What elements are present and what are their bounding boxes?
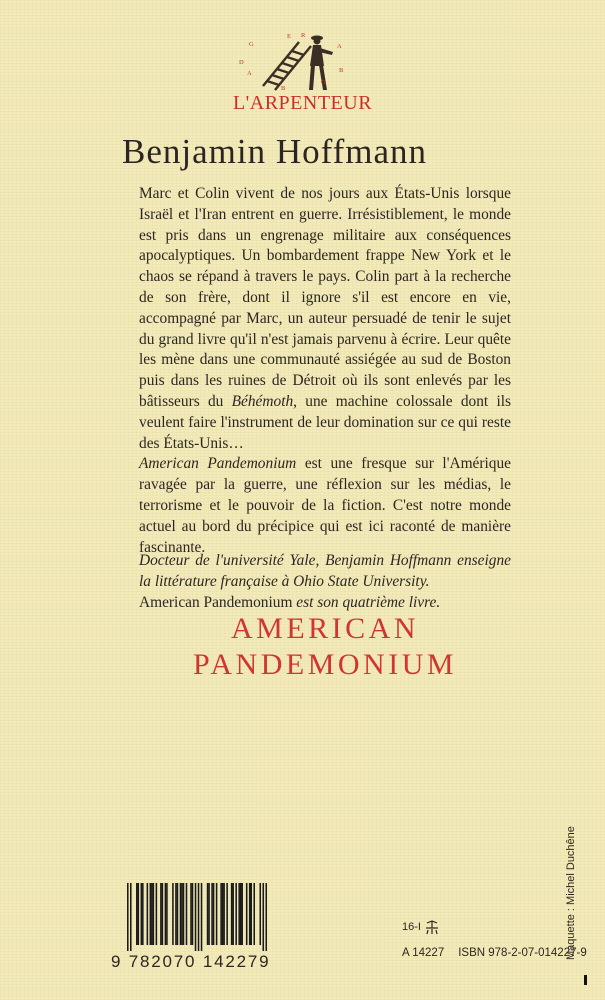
barcode-bar [142,883,144,945]
blurb-part: , une machine colossale dont ils veulent faire l'instrument de leur domination sur ce qui reste des États-Unis… [139,392,511,452]
barcode-bar [162,883,164,945]
barcode-bar [127,883,129,951]
design-credit: Maquette : Michel Duchêne [565,826,577,960]
barcode-bar [235,883,237,945]
author-name: Benjamin Hoffmann [122,132,428,171]
barcode-bar [198,883,200,951]
bio-italic: Docteur de l'université Yale, Benjamin Hoffmann enseigne la littérature française à Ohio State University. [139,552,511,590]
barcode-bar [262,883,264,951]
barcode-bar [208,883,210,945]
barcode-bar [195,883,197,951]
barcode-bar [180,883,182,945]
emblem-letter: B [339,67,344,74]
reference-line [402,947,587,959]
barcode-bar [181,883,183,945]
emblem-letter: R [301,32,306,39]
barcode-bar [172,883,174,945]
barcode-bar [207,883,209,945]
barcode-bar [190,883,192,945]
blurb-part: Marc et Colin vivent de nos jours aux États-Unis lorsque Israël et l'Iran entrent en guerre. Irrésistiblement, le monde est pris dans un engrenage militaire aux conséquences apocalyptiques. Un bombardement frappe New York et le chaos se répand à travers le pays. Colin part à la recherche de son frère, dont il ignore s'il est encore en vie, accompagné par Marc, un auteur persuadé de tenir le sujet du grand livre qu'il n'est jamais parvenu à écrire. Leur quête les mène dans une communauté assiégée au sud de Boston puis dans les ruines de Détroit où ils sont enlevés par les bâtisseurs du [139,185,511,410]
barcode-bar [165,883,167,945]
barcode-bar [246,883,248,945]
author-bio [139,551,511,613]
barcode-bar [138,883,140,945]
barcode-bar [231,883,233,945]
barcode-bar [175,883,177,945]
barcode-digits: 9 782070 142279 [111,952,271,971]
book-title-line-2: PANDEMONIUM [192,648,458,681]
barcode-bar [141,883,143,945]
barcode-bar [201,883,203,951]
barcode-bar [238,883,240,945]
blurb-italic-behemoth: Béhémoth [231,392,294,410]
emblem-letter: A [247,70,252,77]
blurb-text [139,184,511,558]
barcode-bar [259,883,261,945]
barcode-bar [253,883,255,945]
blurb-italic-title: American Pandemonium [139,455,297,473]
book-title-line-1: AMERICAN [230,612,419,645]
barcode-bar [130,883,132,951]
bio-title: American Pandemonium [139,593,293,611]
barcode-bar [156,883,158,945]
isbn-barcode [127,883,267,951]
barcode-bar [151,883,153,945]
emblem-letter: G [321,79,326,86]
emblem-letter: A [337,43,342,50]
barcode-bar [166,883,168,945]
barcode-bar [213,883,215,945]
barcode-bar [240,883,242,945]
barcode-bar [153,883,155,945]
edge-mark [584,975,587,985]
barcode-bar [160,883,162,945]
barcode-bar [265,883,267,951]
emblem-letters [239,32,344,92]
barcode-bar [226,883,228,945]
barcode-bar [249,883,251,945]
barcode-bar [177,883,179,945]
barcode-bar [186,883,188,945]
barcode-bar [232,883,234,945]
emblem-letter: G [249,41,254,48]
blurb-part: est une fresque sur l'Amérique ravagée par la guerre, une réflexion sur les médias, le terrorisme et le pouvoir de la fiction. C'est notre monde actuel au bord du précipice qui est ici raconté de manière fascinante. [139,455,512,556]
barcode-bar [241,883,243,945]
ladder-icon [263,42,311,90]
barcode-bar [222,883,224,945]
emblem-letter: B [281,85,286,92]
barcode-bar [147,883,149,945]
bio-italic-end: est son quatrième livre. [292,593,441,611]
reference-code: A 14227 [402,947,445,959]
barcode-bar [192,883,194,945]
barcode-bar [211,883,213,945]
barcode-bar [220,883,222,945]
barcode-bar [216,883,218,945]
print-code: 16-I [402,921,421,933]
emblem-letter: D [239,59,244,66]
emblem-letter: E [287,33,291,40]
barcode-bar [223,883,225,945]
publisher-logo [225,28,355,94]
isbn-text: ISBN 978-2-07-014227-9 [458,947,587,959]
barcode-bar [136,883,138,945]
barcode-bar [183,883,185,945]
barcode-bar [150,883,152,945]
barcode-bar [250,883,252,945]
publisher-name: L'ARPENTEUR [232,92,373,114]
print-symbol-icon [424,920,440,935]
